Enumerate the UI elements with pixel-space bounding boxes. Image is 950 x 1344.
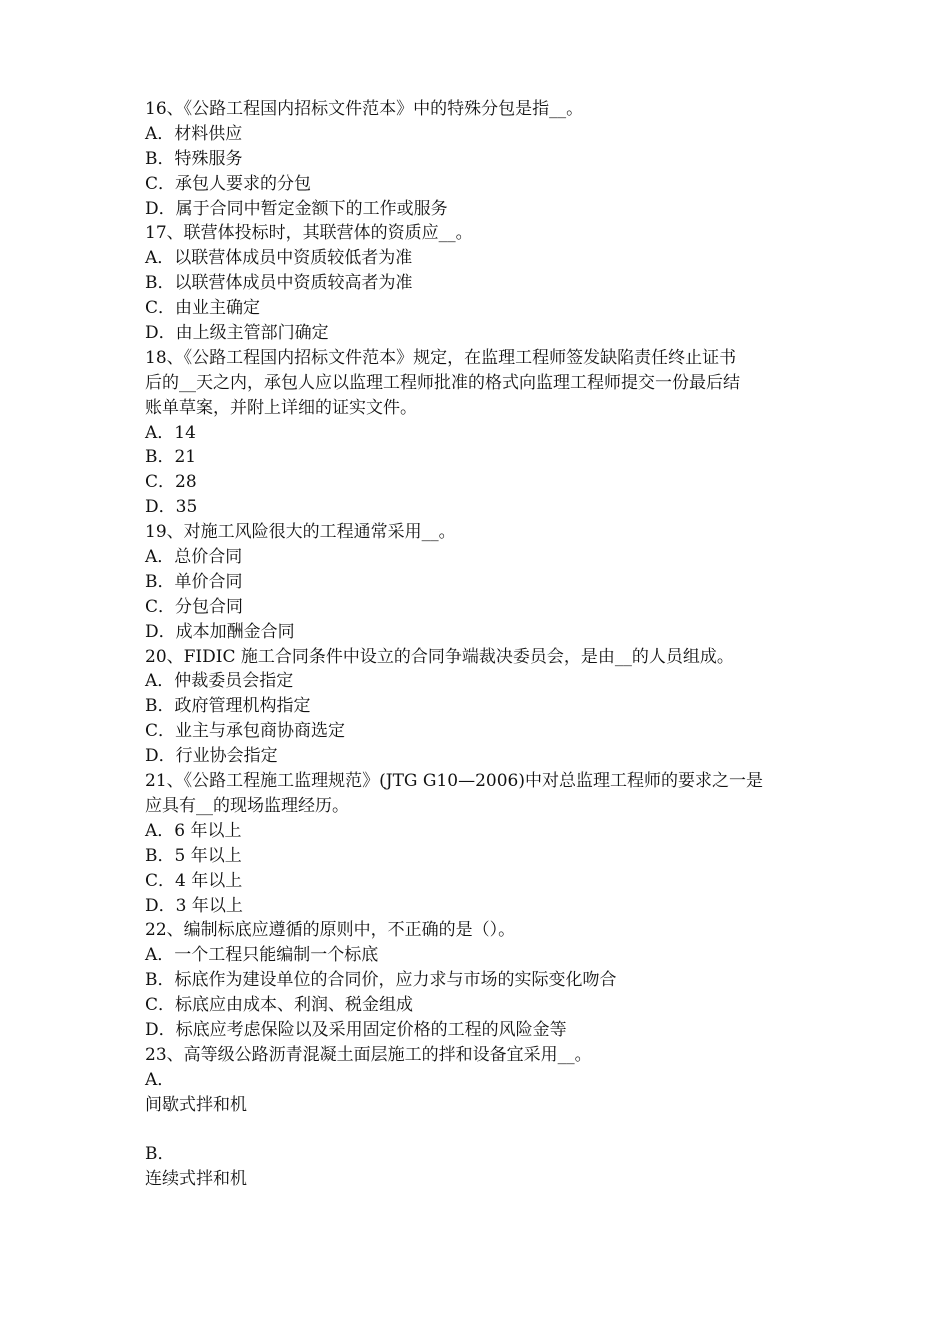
question-21-option-d: D．3 年以上 bbox=[145, 895, 243, 916]
question-17-option-c: C．由业主确定 bbox=[145, 298, 261, 319]
question-19-option-d: D．成本加酬金合同 bbox=[145, 621, 295, 642]
question-list bbox=[145, 97, 815, 1192]
question-21-option-c: C．4 年以上 bbox=[145, 870, 243, 891]
question-23-option-b-label: B． bbox=[145, 1144, 175, 1165]
question-19-option-a: A．总价合同 bbox=[145, 547, 243, 568]
question-18-option-b: B．21 bbox=[145, 447, 197, 468]
question-18-option-c: C．28 bbox=[145, 472, 197, 493]
question-21-option-a: A．6 年以上 bbox=[145, 820, 242, 841]
question-22-option-c: C．标底应由成本、利润、税金组成 bbox=[145, 995, 414, 1016]
question-17-option-b: B．以联营体成员中资质较高者为准 bbox=[145, 273, 413, 294]
question-18-stem-line-2: 后的__天之内，承包人应以监理工程师批准的格式向监理工程师提交一份最后结 bbox=[145, 372, 740, 393]
question-17-option-a: A．以联营体成员中资质较低者为准 bbox=[145, 248, 413, 269]
question-19-stem: 19、对施工风险很大的工程通常采用__。 bbox=[145, 522, 456, 543]
question-23-option-a-text: 间歇式拌和机 bbox=[145, 1094, 247, 1115]
question-21-stem-line-1: 21、《公路工程施工监理规范》(JTG G10—2006)中对总监理工程师的要求之一是 bbox=[145, 771, 764, 792]
question-20-option-d: D．行业协会指定 bbox=[145, 746, 278, 767]
question-23-option-a-label: A． bbox=[145, 1069, 175, 1090]
blank-line bbox=[145, 1118, 815, 1143]
question-16-option-b: B．特殊服务 bbox=[145, 148, 243, 169]
question-20-stem: 20、FIDIC 施工合同条件中设立的合同争端裁决委员会，是由__的人员组成。 bbox=[145, 646, 734, 667]
question-18-option-a: A．14 bbox=[145, 422, 196, 443]
question-22-stem: 22、编制标底应遵循的原则中，不正确的是（）。 bbox=[145, 920, 516, 941]
question-21-stem-line-2: 应具有__的现场监理经历。 bbox=[145, 795, 349, 816]
question-20-option-a: A．仲裁委员会指定 bbox=[145, 671, 294, 692]
question-18-stem-line-3: 账单草案，并附上详细的证实文件。 bbox=[145, 397, 417, 418]
question-17-stem: 17、联营体投标时，其联营体的资质应__。 bbox=[145, 223, 473, 244]
question-18-stem-line-1: 18、《公路工程国内招标文件范本》规定，在监理工程师签发缺陷责任终止证书 bbox=[145, 347, 737, 368]
question-20-option-c: C．业主与承包商协商选定 bbox=[145, 721, 346, 742]
question-22-option-b: B．标底作为建设单位的合同价，应力求与市场的实际变化吻合 bbox=[145, 970, 617, 991]
question-18-option-d: D．35 bbox=[145, 497, 198, 518]
question-16-option-d: D．属于合同中暂定金额下的工作或服务 bbox=[145, 198, 448, 219]
question-21-option-b: B．5 年以上 bbox=[145, 845, 242, 866]
question-16-option-a: A．材料供应 bbox=[145, 123, 243, 144]
question-19-option-b: B．单价合同 bbox=[145, 571, 243, 592]
question-19-option-c: C．分包合同 bbox=[145, 596, 244, 617]
question-23-option-b-text: 连续式拌和机 bbox=[145, 1169, 247, 1190]
question-20-option-b: B．政府管理机构指定 bbox=[145, 696, 311, 717]
question-17-option-d: D．由上级主管部门确定 bbox=[145, 323, 329, 344]
question-22-option-d: D．标底应考虑保险以及采用固定价格的工程的风险金等 bbox=[145, 1019, 567, 1040]
question-16-option-c: C．承包人要求的分包 bbox=[145, 173, 312, 194]
question-16-stem: 16、《公路工程国内招标文件范本》中的特殊分包是指__。 bbox=[145, 99, 584, 119]
question-22-option-a: A．一个工程只能编制一个标底 bbox=[145, 945, 379, 966]
question-23-stem: 23、高等级公路沥青混凝土面层施工的拌和设备宜采用__。 bbox=[145, 1044, 592, 1065]
